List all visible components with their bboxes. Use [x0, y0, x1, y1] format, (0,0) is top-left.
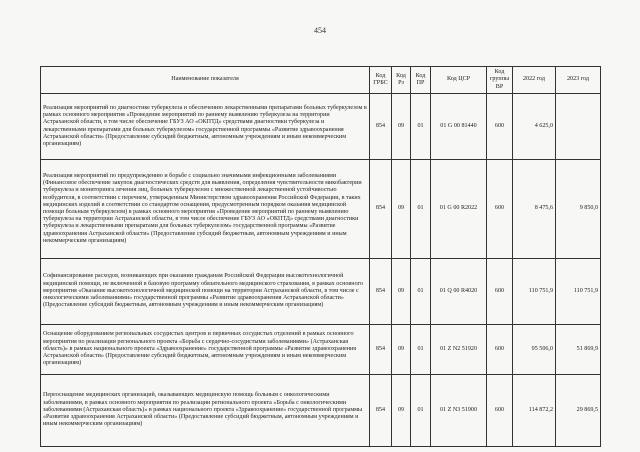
row-grbs: 854	[370, 259, 392, 325]
row-name: Оснащение оборудованием региональных сосудистых центров и первичных сосудистых отделений в рамках основного мероприятия по реализации регионального проекта «Борьба с сердечно-сосудистыми заболеваниями» (Астраханская область)» в рамках национального проекта «Здравоохранение» государственной программы «Развитие здравоохранения Астраханской области» (Предоставление субсидий бюджетным, автономным учреждениям и иным некоммерческим организациям)	[41, 325, 370, 375]
row-amount-2023: 9 850,0	[556, 160, 601, 259]
table-row	[41, 94, 601, 160]
row-csr: 01 Q 00 R4020	[431, 259, 487, 325]
header-grbs: Код ГРБС	[370, 67, 392, 94]
row-vr: 600	[487, 94, 513, 160]
row-vr: 600	[487, 259, 513, 325]
row-amount-2022: 8 475,6	[513, 160, 556, 259]
table-row	[41, 259, 601, 325]
row-rz: 09	[392, 375, 411, 447]
header-rz: Код Рз	[392, 67, 411, 94]
table-row	[41, 160, 601, 259]
row-amount-2023: 110 751,9	[556, 259, 601, 325]
row-grbs: 854	[370, 160, 392, 259]
row-name: Переоснащение медицинских организаций, оказывающих медицинскую помощь больным с онкологическими заболеваниями, в рамках основного мероприятия по реализации регионального проекта «Борьба с онкологическими заболеваниями (Астраханская область)» в рамках национального проекта «Здравоохранение» государственной программы «Развитие здравоохранения Астраханской области» (Предоставление субсидий бюджетным, автономным учреждениям и иным некоммерческим организациям)	[41, 375, 370, 447]
row-csr: 01 Z N3 51900	[431, 375, 487, 447]
table-header-row	[41, 67, 601, 94]
row-amount-2023: 51 869,9	[556, 325, 601, 375]
header-csr: Код ЦСР	[431, 67, 487, 94]
row-pr: 01	[411, 375, 431, 447]
row-amount-2022: 95 506,0	[513, 325, 556, 375]
row-amount-2022: 110 751,9	[513, 259, 556, 325]
page-number: 454	[314, 26, 326, 35]
row-vr: 600	[487, 325, 513, 375]
row-csr: 01 Z N2 51920	[431, 325, 487, 375]
row-grbs: 854	[370, 325, 392, 375]
row-rz: 09	[392, 259, 411, 325]
budget-table	[40, 66, 601, 447]
header-2023: 2023 год	[556, 67, 601, 94]
table-row	[41, 375, 601, 447]
row-amount-2023: 29 869,5	[556, 375, 601, 447]
row-rz: 09	[392, 325, 411, 375]
row-grbs: 854	[370, 375, 392, 447]
header-vr: Код группы ВР	[487, 67, 513, 94]
row-pr: 01	[411, 94, 431, 160]
row-name: Софинансирование расходов, возникающих при оказании гражданам Российской Федерации высокотехнологичной медицинской помощи, не включенной в базовую программу обязательного медицинского страхования, в рамках основного мероприятия «Оказание высокотехнологичной медицинской помощи на территории Астраханской области, в том числе с онкологическими заболеваниями» государственной программы «Развитие здравоохранения Астраханской области» (Предоставление субсидий бюджетным, автономным учреждениям и иным некоммерческим организациям)	[41, 259, 370, 325]
row-vr: 600	[487, 375, 513, 447]
header-pr: Код ПР	[411, 67, 431, 94]
row-rz: 09	[392, 160, 411, 259]
row-rz: 09	[392, 94, 411, 160]
header-2022: 2022 год	[513, 67, 556, 94]
row-amount-2022: 114 872,2	[513, 375, 556, 447]
row-csr: 01 G 00 R2022	[431, 160, 487, 259]
row-pr: 01	[411, 259, 431, 325]
row-vr: 600	[487, 160, 513, 259]
row-name: Реализация мероприятий по диагностике туберкулеза и обеспечению лекарственными препаратами больных туберкулезом в рамках основного мероприятия «Проведение мероприятий по раннему выявлению туберкулеза на территории Астраханской области, в том числе обеспечение ГБУЗ АО «ОКПТД» средствами диагностики туберкулеза и лекарственными препаратами для больных туберкулезом» государственной программы «Развитие здравоохранения Астраханской области» (Предоставление субсидий бюджетным, автономным учреждениям и иным некоммерческим организациям)	[41, 94, 370, 160]
row-pr: 01	[411, 325, 431, 375]
row-grbs: 854	[370, 94, 392, 160]
row-amount-2023	[556, 94, 601, 160]
row-amount-2022: 4 625,0	[513, 94, 556, 160]
header-name: Наименование показателя	[41, 67, 370, 94]
row-name: Реализация мероприятий по предупреждению и борьбе с социально значимыми инфекционными заболеваниями (Финансовое обеспечение закупок диагностических средств для выявления, определения чувствительности микобактерии туберкулеза и мониторинга лечения лиц, больных туберкулезом с множественной лекарственной устойчивостью возбудителя, в соответствии с перечнем, утвержденным Министерством здравоохранения Российской Федерации, в таких медицинских изделий в соответствии со стандартом оснащения, предусмотренным порядком оказания медицинской помощи больным туберкулезом) в рамках основного мероприятия «Проведение мероприятий по раннему выявлению туберкулеза на территории Астраханской области, в том числе обеспечение ГБУЗ АО «ОКПТД» средствами диагностики туберкулеза и лекарственными препаратами для больных туберкулезом» государственной программы «Развитие здравоохранения Астраханской области» (Предоставление субсидий бюджетным, автономным учреждениям и иным некоммерческим организациям)	[41, 160, 370, 259]
table-row	[41, 325, 601, 375]
row-csr: 01 G 00 81440	[431, 94, 487, 160]
row-pr: 01	[411, 160, 431, 259]
